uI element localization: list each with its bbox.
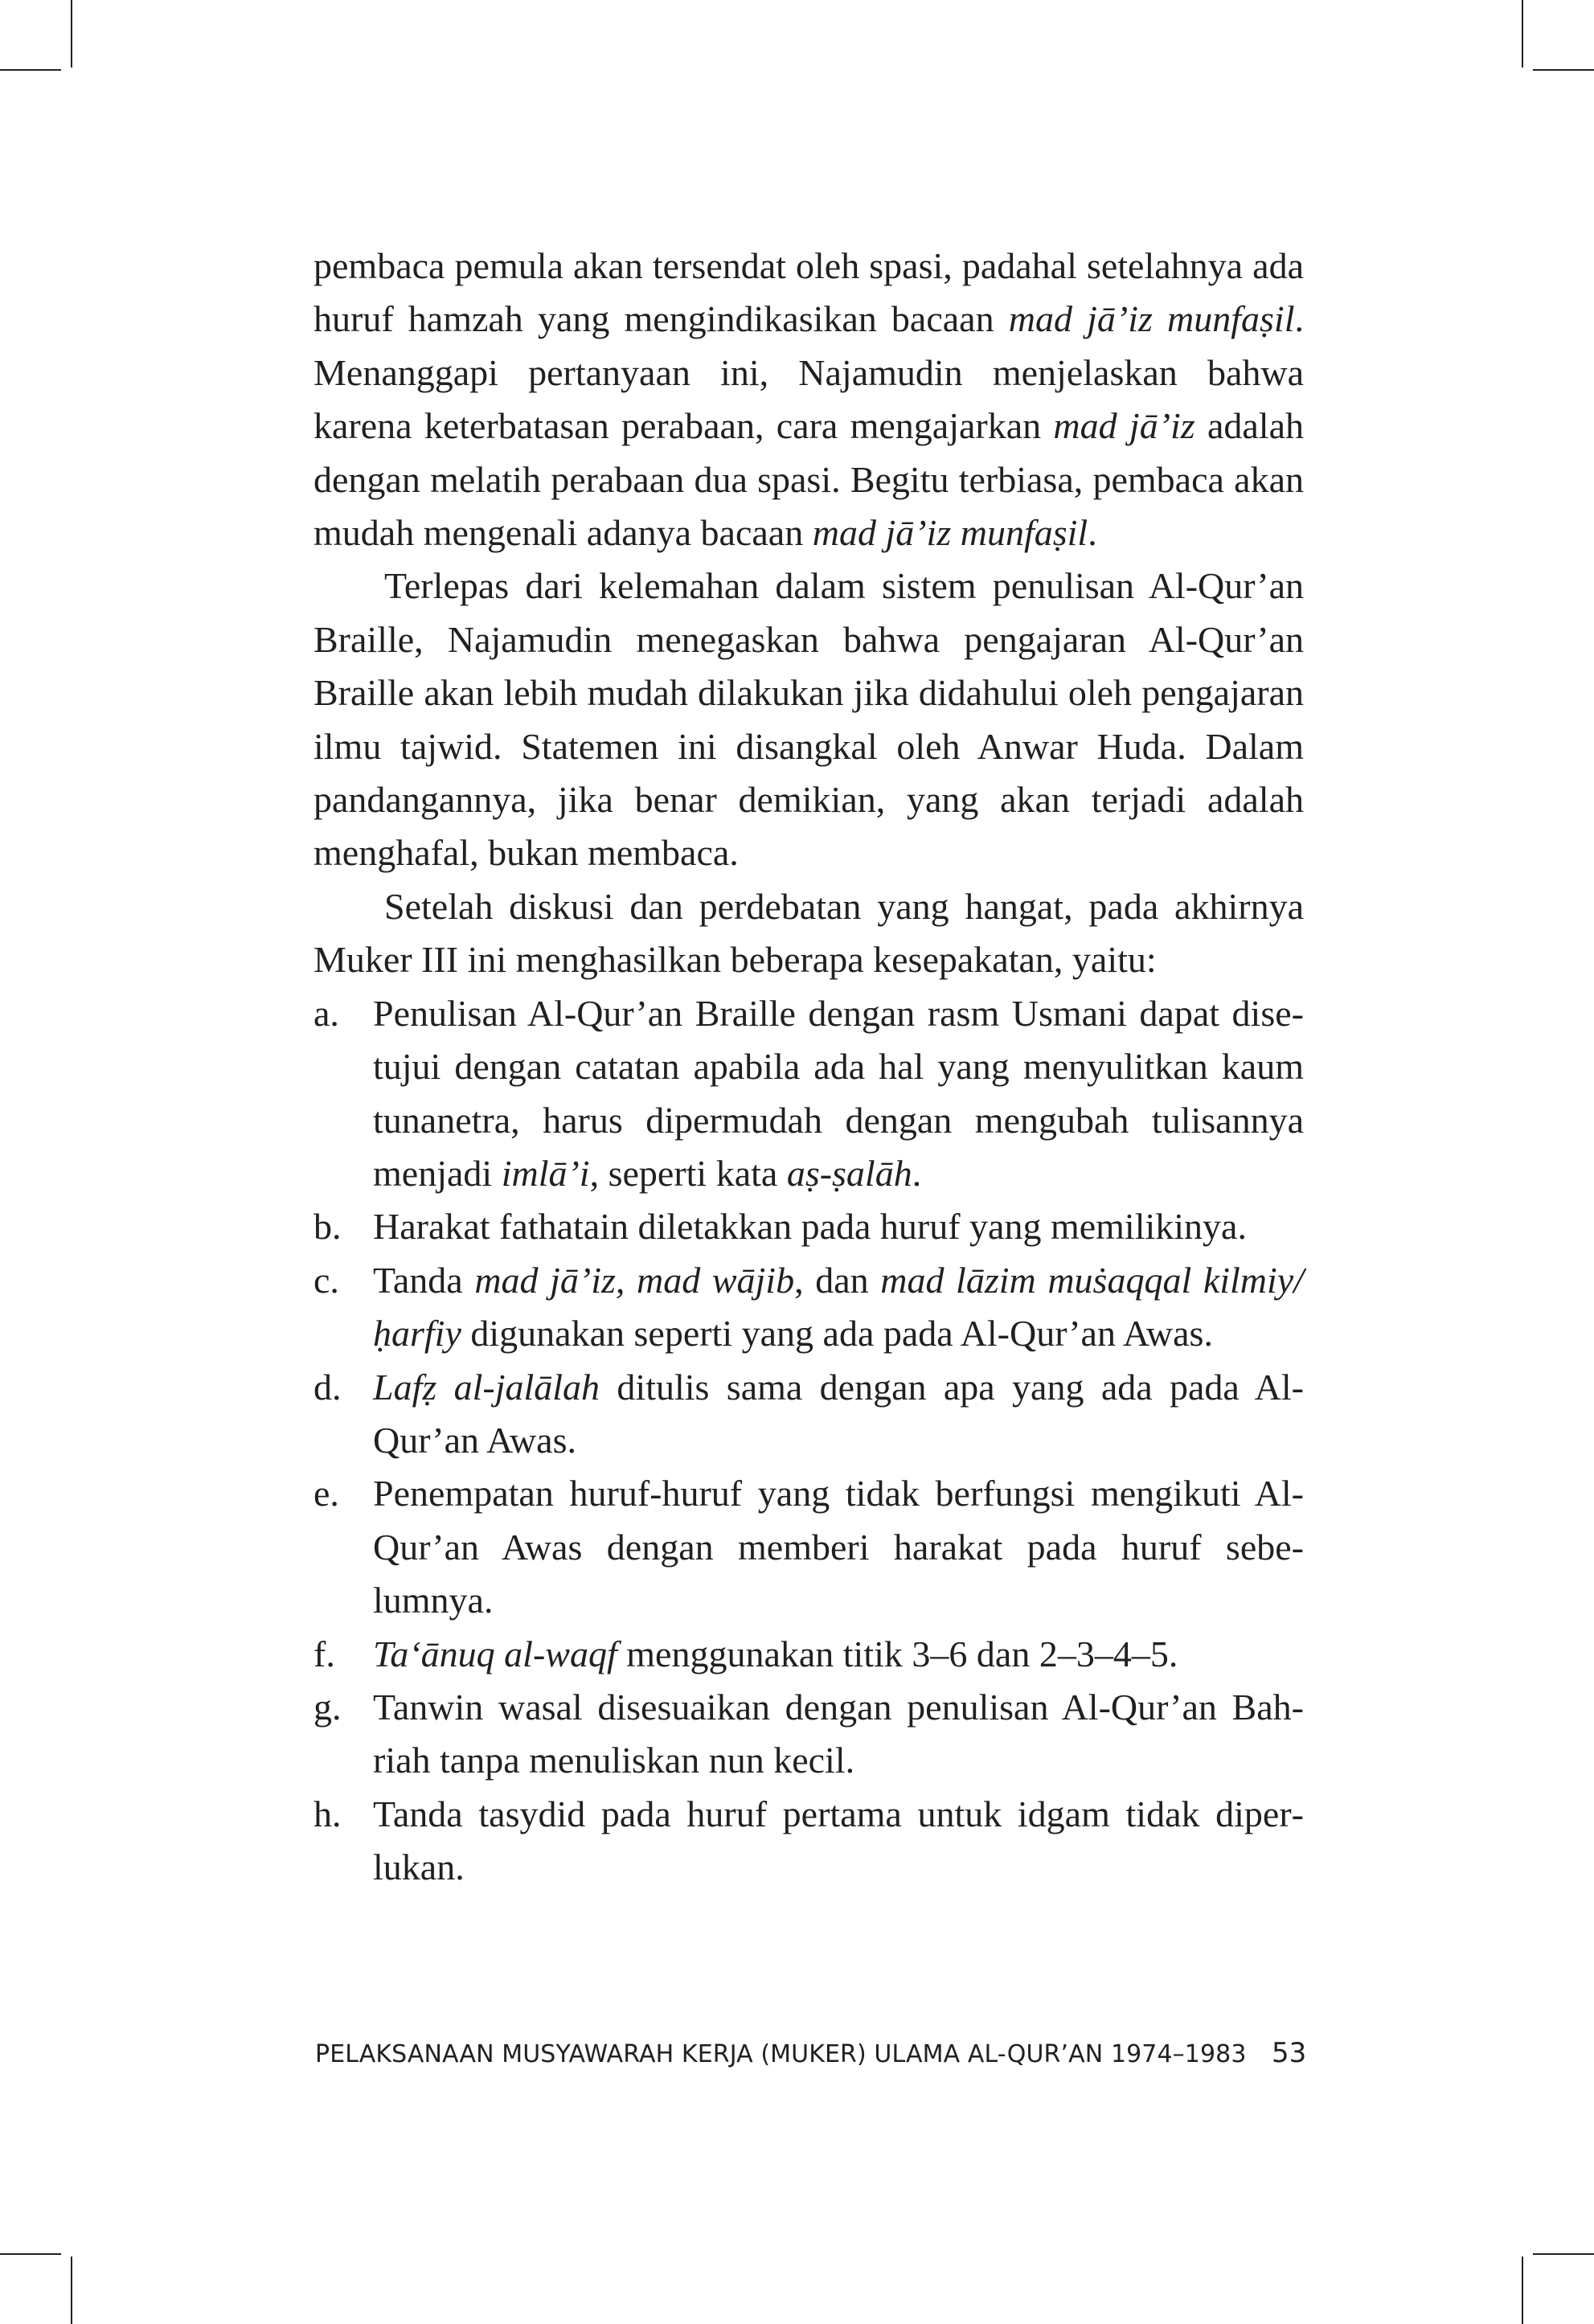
list-item [313, 1200, 1304, 1253]
crop-mark-top-left-vertical [71, 0, 72, 68]
italic-term: mad jā’iz munfaṣil [1008, 298, 1295, 340]
list-marker: e. [313, 1473, 339, 1514]
italic-term: mad jā’iz munfaṣil [812, 512, 1088, 554]
agreements-list [313, 987, 1304, 1895]
paragraph-setelah-diskusi [313, 880, 1304, 987]
text-run: . Menanggapi pertanyaan ini, Najamudin menjelaskan bahwa karena keterbatasan perabaan, cara mengajarkan [313, 298, 1304, 447]
text-run: menggunakan titik 3–6 dan 2–3–4–5. [617, 1633, 1178, 1674]
list-item [313, 1628, 1304, 1681]
italic-term: mad jā’iz, mad wājib [474, 1259, 795, 1301]
text-run: Penulisan Al-Qur’an Braille dengan rasm Usmani dapat disetujui dengan catatan apabila ada hal yang menyulitkan kaum tunanetra, harus dipermudah dengan mengubah tulisannya menjadi [373, 992, 1304, 1194]
italic-term: Ta‘ānuq al-waqf [373, 1633, 617, 1674]
list-item [313, 1467, 1304, 1627]
list-marker: b. [313, 1206, 342, 1248]
list-item [313, 1254, 1304, 1361]
italic-term: Lafẓ al-jalālah [373, 1366, 600, 1408]
list-marker: a. [313, 992, 339, 1034]
text-run: Harakat fathatain diletakkan pada huruf yang memilikinya. [373, 1206, 1247, 1248]
page-body [313, 240, 1304, 1895]
list-marker: g. [313, 1686, 342, 1728]
text-run: Tanda tasydid pada huruf pertama untuk idgam tidak diperlukan. [373, 1793, 1304, 1888]
running-footer-title: PELAKSANAAN MUSYAWARAH KERJA (MUKER) ULAMA AL-QUR’AN 1974–1983 [315, 2040, 1247, 2068]
crop-mark-bottom-right-horizontal [1533, 2253, 1594, 2255]
text-run: Tanda [373, 1259, 475, 1301]
text-run: adalah dengan melatih perabaan dua spasi. Begitu terbiasa, pembaca akan mudah mengenali adanya bacaan [313, 405, 1305, 554]
crop-mark-bottom-right-vertical [1522, 2256, 1523, 2324]
list-item [313, 1681, 1304, 1788]
text-run: . [912, 1152, 922, 1194]
text-run: Setelah diskusi dan perdebatan yang hangat, pada akhirnya Muker III ini menghasilkan beberapa kesepakatan, yaitu: [313, 885, 1304, 981]
page-number: 53 [1272, 2037, 1307, 2069]
text-run: , dan [794, 1259, 881, 1301]
italic-term: aṣ-ṣalāh [786, 1152, 912, 1194]
italic-term: mad lāzim muṡaqqal kilmiy/ ḥarfiy [373, 1259, 1304, 1355]
crop-mark-bottom-left-vertical [71, 2256, 72, 2324]
text-run: . [1088, 512, 1097, 554]
list-marker: f. [313, 1633, 335, 1674]
text-run: digunakan seperti yang ada pada Al-Qur’an Awas. [461, 1313, 1213, 1355]
crop-mark-top-right-vertical [1522, 0, 1523, 68]
list-marker: c. [313, 1259, 339, 1301]
text-run: ditulis sama dengan apa yang ada pada Al-Qur’an Awas. [373, 1366, 1304, 1461]
paragraph-terlepas [313, 559, 1304, 879]
text-run: Tanwin wasal disesuaikan dengan penulisan Al-Qur’an Bahriah tanpa menuliskan nun kecil. [373, 1686, 1304, 1781]
list-marker: h. [313, 1793, 342, 1834]
crop-mark-bottom-left-horizontal [0, 2253, 61, 2255]
text-run: , seperti kata [589, 1152, 787, 1194]
text-run: Penempatan huruf-huruf yang tidak berfungsi mengikuti Al-Qur’an Awas dengan memberi harakat pada huruf sebelumnya. [373, 1473, 1304, 1621]
text-run: Terlepas dari kelemahan dalam sistem penulisan Al-Qur’an Braille, Najamudin menegaskan bahwa pengajaran Al-Qur’an Braille akan lebih mudah dilakukan jika didahului oleh pengajaran ilmu tajwid. Statemen ini disangkal oleh Anwar Huda. Dalam pandangannya, jika benar demikian, yang akan terjadi adalah menghafal, bukan membaca. [313, 565, 1304, 874]
italic-term: imlā’i [501, 1152, 590, 1194]
crop-mark-top-left-horizontal [0, 69, 61, 71]
list-item [313, 987, 1304, 1201]
paragraph-continuation [313, 240, 1304, 559]
italic-term: mad jā’iz [1053, 405, 1195, 447]
list-marker: d. [313, 1366, 342, 1408]
text-run: pembaca pemula akan tersendat oleh spasi, padahal setelahnya ada huruf hamzah yang mengindikasikan bacaan [313, 245, 1304, 340]
crop-mark-top-right-horizontal [1533, 69, 1594, 71]
list-item [313, 1361, 1304, 1468]
list-item [313, 1788, 1304, 1895]
